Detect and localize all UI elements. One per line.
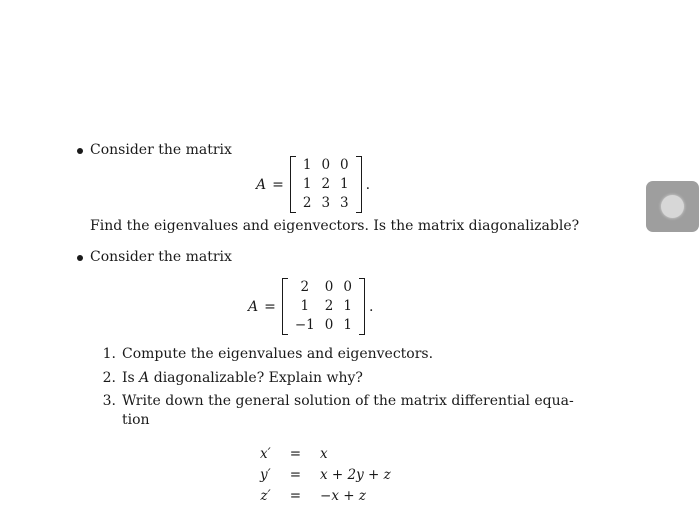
matrix-cell: 0 (340, 157, 349, 173)
circle-icon (661, 195, 684, 218)
list-item-number: 1. (102, 346, 116, 362)
matrix-1-equals: = (272, 176, 284, 193)
matrix-1-brackets (290, 156, 362, 213)
equation-row (255, 444, 396, 465)
list-item-text: Compute the eigenvalues and eigenvectors. (122, 346, 434, 362)
problem-2-intro: Consider the matrix (90, 249, 232, 265)
equation-row (255, 486, 396, 507)
matrix-2-period: . (368, 298, 374, 315)
matrix-cell: 1 (302, 176, 312, 192)
problem-1-question: Find the eigenvalues and eigenvectors. Is the matrix diagonalizable? (90, 218, 580, 234)
equation-row (255, 465, 396, 486)
list-item-3-continuation: tion (122, 412, 150, 428)
matrix-row (298, 156, 354, 175)
matrix-cell: 3 (340, 195, 349, 211)
list-item-3 (98, 393, 574, 409)
matrix-cell: 0 (321, 157, 331, 173)
matrix-cell: 1 (302, 157, 312, 173)
matrix-2-table (290, 278, 357, 335)
list-item-1 (98, 346, 433, 362)
list-item-2 (98, 370, 363, 386)
matrix-cell: −1 (294, 317, 315, 333)
matrix-cell: 1 (343, 298, 352, 314)
equation-op: = (289, 488, 302, 504)
equation-rhs: x (320, 446, 328, 462)
equation-lhs: x′ (260, 446, 271, 462)
equation-rhs: −x + z (320, 488, 366, 504)
matrix-cell: 1 (343, 317, 352, 333)
matrix-2 (248, 278, 373, 335)
bullet-problem-1 (77, 148, 83, 154)
matrix-cell: 0 (324, 317, 334, 333)
list-item-number: 2. (102, 370, 116, 386)
matrix-2-equals: = (264, 298, 276, 315)
matrix-1-label: A (256, 176, 267, 193)
matrix-cell: 2 (321, 176, 331, 192)
equation-rhs: x + 2y + z (320, 467, 391, 483)
matrix-1-table (298, 156, 354, 213)
matrix-cell: 0 (343, 279, 352, 295)
matrix-row (290, 278, 357, 297)
matrix-row (298, 175, 354, 194)
floating-assist-button[interactable] (646, 181, 699, 232)
matrix-2-brackets (282, 278, 365, 335)
list-item-text: Is (122, 370, 140, 386)
list-item-text: diagonalizable? Explain why? (149, 370, 363, 386)
matrix-2-label: A (248, 298, 259, 315)
matrix-row (290, 297, 357, 316)
differential-equations (255, 444, 396, 507)
matrix-row (290, 316, 357, 335)
equation-lhs: z′ (260, 488, 271, 504)
matrix-cell: 2 (324, 298, 334, 314)
equation-op: = (289, 446, 302, 462)
matrix-cell: 3 (321, 195, 331, 211)
matrix-cell: 1 (300, 298, 310, 314)
matrix-row (298, 194, 354, 213)
matrix-cell: 0 (324, 279, 334, 295)
matrix-cell: 1 (340, 176, 349, 192)
matrix-cell: 2 (302, 195, 312, 211)
matrix-1 (256, 156, 370, 213)
equation-op: = (289, 467, 302, 483)
equation-lhs: y′ (260, 467, 271, 483)
list-item-text: Write down the general solution of the matrix differential equa- (122, 393, 574, 409)
bullet-problem-2 (77, 255, 83, 261)
matrix-1-period: . (365, 176, 371, 193)
list-item-number: 3. (102, 393, 116, 409)
list-item-variable: A (139, 370, 150, 386)
problem-1-intro: Consider the matrix (90, 142, 232, 158)
matrix-cell: 2 (300, 279, 310, 295)
